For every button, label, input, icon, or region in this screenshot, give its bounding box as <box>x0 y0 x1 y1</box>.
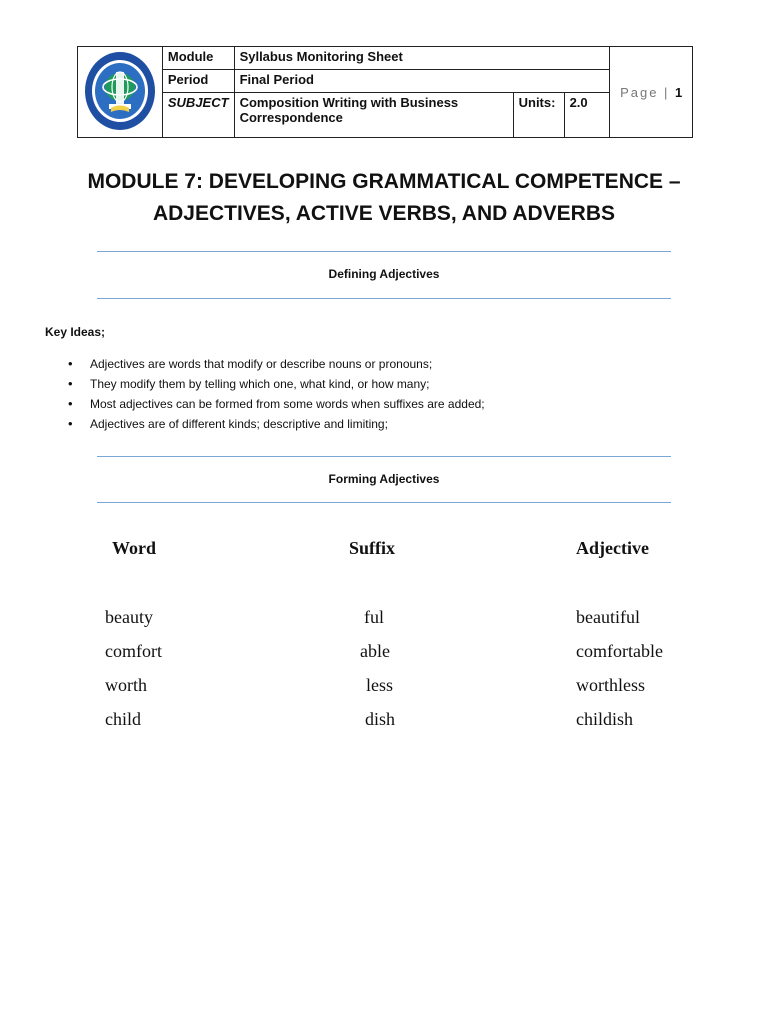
column-header-suffix: Suffix <box>349 538 396 558</box>
list-item <box>68 396 485 416</box>
list-item-text: They modify them by telling which one, what kind, or how many; <box>90 377 430 391</box>
table-cell-suffix: ful <box>364 607 384 627</box>
section-heading-defining: Defining Adjectives <box>328 267 440 281</box>
units-label: Units: <box>513 93 564 138</box>
list-item <box>68 416 485 436</box>
divider <box>97 251 671 252</box>
list-item <box>68 356 485 376</box>
subject-label: SUBJECT <box>162 93 234 138</box>
column-header-word: Word <box>112 538 157 558</box>
header-table <box>77 46 693 138</box>
key-ideas-heading: Key Ideas; <box>45 325 106 339</box>
bullet-icon: • <box>68 376 73 391</box>
table-cell-adjective: beautiful <box>576 607 640 627</box>
subject-value-line2: Correspondence <box>239 110 343 125</box>
key-ideas-list <box>68 356 485 436</box>
page-label: Page | <box>620 84 670 100</box>
module-value: Syllabus Monitoring Sheet <box>234 47 610 70</box>
table-cell-suffix: less <box>366 675 393 695</box>
table-cell-adjective: comfortable <box>576 641 663 661</box>
bullet-icon: • <box>68 396 73 411</box>
column-header-adjective: Adjective <box>576 538 649 558</box>
list-item-text: Adjectives are words that modify or describe nouns or pronouns; <box>90 357 433 371</box>
table-cell-word: child <box>105 709 141 729</box>
subject-value-line1: Composition Writing with Business <box>239 95 459 110</box>
table-cell-word: comfort <box>105 641 162 661</box>
divider <box>97 456 671 457</box>
module-title <box>60 166 708 230</box>
table-cell-suffix: dish <box>365 709 396 729</box>
bullet-icon: • <box>68 416 73 431</box>
subject-value <box>234 93 513 138</box>
page-number: 1 <box>675 84 683 100</box>
module-title-line2: ADJECTIVES, ACTIVE VERBS, AND ADVERBS <box>152 202 616 225</box>
module-label: Module <box>162 47 234 70</box>
table-cell-suffix: able <box>360 641 390 661</box>
logo-cell <box>78 47 163 138</box>
list-item-text: Adjectives are of different kinds; descriptive and limiting; <box>90 417 388 431</box>
units-value: 2.0 <box>564 93 610 138</box>
table-cell-word: beauty <box>105 607 153 627</box>
table-cell-word: worth <box>105 675 147 695</box>
period-label: Period <box>162 70 234 93</box>
list-item <box>68 376 485 396</box>
table-cell-adjective: worthless <box>576 675 645 695</box>
divider <box>97 298 671 299</box>
bullet-icon: • <box>68 356 73 371</box>
list-item-text: Most adjectives can be formed from some words when suffixes are added; <box>90 397 485 411</box>
module-title-line1: MODULE 7: DEVELOPING GRAMMATICAL COMPETENCE – <box>87 170 681 193</box>
section-heading-forming: Forming Adjectives <box>328 472 440 486</box>
page-indicator <box>610 47 693 138</box>
period-value: Final Period <box>234 70 610 93</box>
divider <box>97 502 671 503</box>
institute-seal-icon <box>83 50 157 132</box>
table-cell-adjective: childish <box>576 709 633 729</box>
